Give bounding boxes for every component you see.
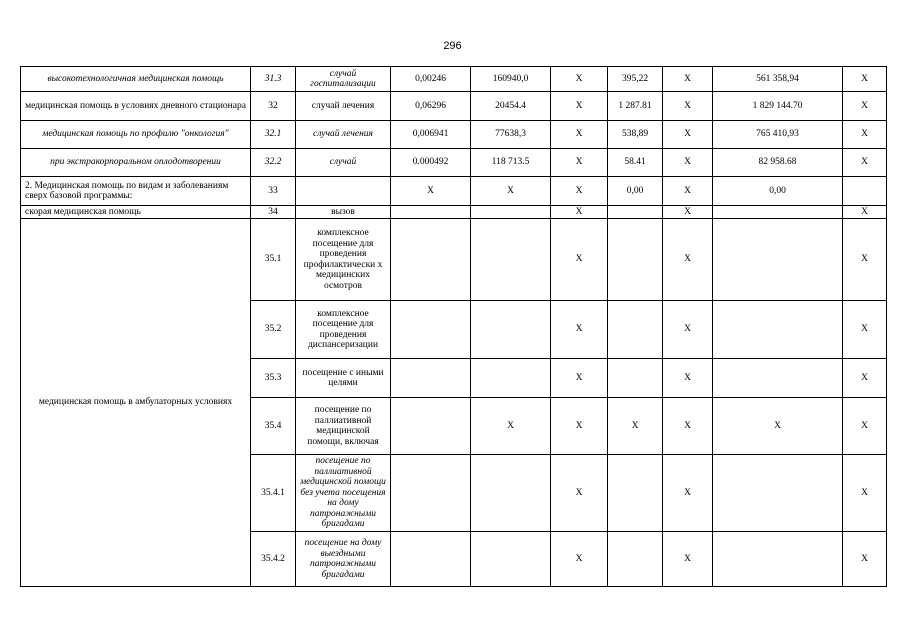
row-unit: случай — [296, 149, 391, 177]
cell — [391, 206, 471, 219]
cell: Х — [663, 532, 713, 587]
cell: Х — [663, 121, 713, 149]
cell: 82 958.68 — [713, 149, 843, 177]
row-name: скорая медицинская помощь — [21, 206, 251, 219]
cell: Х — [843, 206, 887, 219]
cell — [391, 219, 471, 301]
row-unit: посещение по паллиативной медицинской помощи, включая — [296, 398, 391, 455]
cell: Х — [663, 398, 713, 455]
cell: Х — [843, 149, 887, 177]
cell: 765 410,93 — [713, 121, 843, 149]
cell: Х — [551, 121, 608, 149]
cell: Х — [663, 67, 713, 92]
row-code: 33 — [251, 177, 296, 206]
cell — [843, 177, 887, 206]
cell — [608, 455, 663, 532]
row-unit — [296, 177, 391, 206]
cell: Х — [843, 301, 887, 359]
row-code: 35.4.2 — [251, 532, 296, 587]
row-name: медицинская помощь в условиях дневного стационара — [21, 92, 251, 121]
cell: Х — [843, 92, 887, 121]
cell — [713, 219, 843, 301]
cell: 77638,3 — [471, 121, 551, 149]
cell: Х — [551, 455, 608, 532]
row-unit: посещение с иными целями — [296, 359, 391, 398]
row-name: при экстракорпоральном оплодотворении — [21, 149, 251, 177]
cell: 0,00246 — [391, 67, 471, 92]
cell: Х — [663, 206, 713, 219]
row-code: 32.2 — [251, 149, 296, 177]
row-code: 35.4 — [251, 398, 296, 455]
row-unit: случай лечения — [296, 92, 391, 121]
cell — [391, 359, 471, 398]
cell: Х — [843, 532, 887, 587]
row-code: 35.4.1 — [251, 455, 296, 532]
cell: Х — [843, 455, 887, 532]
cell: Х — [663, 177, 713, 206]
cell: 118 713.5 — [471, 149, 551, 177]
cell — [471, 206, 551, 219]
cell: Х — [471, 177, 551, 206]
row-code: 32.1 — [251, 121, 296, 149]
cell: 561 358,94 — [713, 67, 843, 92]
row-unit: случай госпитализации — [296, 67, 391, 92]
cell: 0,00 — [713, 177, 843, 206]
cell: Х — [391, 177, 471, 206]
ambulatory-name: медицинская помощь в амбулаторных условиях — [21, 219, 251, 587]
row-unit: комплексное посещение для проведения диспансеризации — [296, 301, 391, 359]
row-name: медицинская помощь по профилю "онкология" — [21, 121, 251, 149]
cell: Х — [551, 301, 608, 359]
cell: 0,06296 — [391, 92, 471, 121]
cell — [713, 455, 843, 532]
table-row — [21, 206, 887, 219]
page-number: 296 — [443, 40, 462, 52]
row-name: высокотехнологичная медицинская помощь — [21, 67, 251, 92]
row-unit: комплексное посещение для проведения профилактически х медицинских осмотров — [296, 219, 391, 301]
program-table — [20, 66, 887, 587]
row-unit: случай лечения — [296, 121, 391, 149]
cell: Х — [663, 455, 713, 532]
cell: Х — [551, 359, 608, 398]
cell — [471, 532, 551, 587]
cell: Х — [608, 398, 663, 455]
cell — [608, 301, 663, 359]
cell: Х — [551, 398, 608, 455]
cell: Х — [663, 149, 713, 177]
row-unit: посещение на дому выездными патронажными бригадами — [296, 532, 391, 587]
cell: 0,006941 — [391, 121, 471, 149]
cell: 395,22 — [608, 67, 663, 92]
table-row — [21, 121, 887, 149]
cell: Х — [713, 398, 843, 455]
cell: 160940,0 — [471, 67, 551, 92]
table-row — [21, 149, 887, 177]
row-code: 35.3 — [251, 359, 296, 398]
cell — [713, 532, 843, 587]
cell: Х — [663, 301, 713, 359]
cell: Х — [551, 219, 608, 301]
table-row — [21, 219, 887, 301]
cell — [713, 206, 843, 219]
cell: 538,89 — [608, 121, 663, 149]
cell — [471, 219, 551, 301]
row-name: 2. Медицинская помощь по видам и заболеваниям сверх базовой программы: — [21, 177, 251, 206]
cell: 20454.4 — [471, 92, 551, 121]
cell: 58.41 — [608, 149, 663, 177]
cell: Х — [551, 532, 608, 587]
cell: Х — [663, 92, 713, 121]
table-row — [21, 67, 887, 92]
row-code: 35.2 — [251, 301, 296, 359]
row-unit: вызов — [296, 206, 391, 219]
cell: Х — [551, 149, 608, 177]
cell: Х — [551, 206, 608, 219]
cell — [713, 301, 843, 359]
cell — [713, 359, 843, 398]
cell — [471, 301, 551, 359]
row-code: 32 — [251, 92, 296, 121]
cell — [471, 359, 551, 398]
cell: Х — [843, 398, 887, 455]
cell — [471, 455, 551, 532]
cell: Х — [551, 67, 608, 92]
cell: Х — [551, 92, 608, 121]
cell — [608, 359, 663, 398]
cell: 0,00 — [608, 177, 663, 206]
row-code: 35.1 — [251, 219, 296, 301]
cell — [608, 206, 663, 219]
cell: Х — [471, 398, 551, 455]
cell — [608, 532, 663, 587]
cell: Х — [843, 121, 887, 149]
table-row — [21, 177, 887, 206]
cell — [608, 219, 663, 301]
cell: Х — [663, 219, 713, 301]
cell: Х — [843, 219, 887, 301]
cell: 1 829 144.70 — [713, 92, 843, 121]
cell: 0.000492 — [391, 149, 471, 177]
cell — [391, 398, 471, 455]
row-code: 34 — [251, 206, 296, 219]
cell: Х — [843, 67, 887, 92]
cell — [391, 455, 471, 532]
cell — [391, 301, 471, 359]
table-row — [21, 92, 887, 121]
cell — [391, 532, 471, 587]
row-code: 31.3 — [251, 67, 296, 92]
cell: 1 287.81 — [608, 92, 663, 121]
row-unit: посещение по паллиативной медицинской помощи без учета посещения на дому патронажными бригадами — [296, 455, 391, 532]
cell: Х — [843, 359, 887, 398]
cell: Х — [663, 359, 713, 398]
cell: Х — [551, 177, 608, 206]
